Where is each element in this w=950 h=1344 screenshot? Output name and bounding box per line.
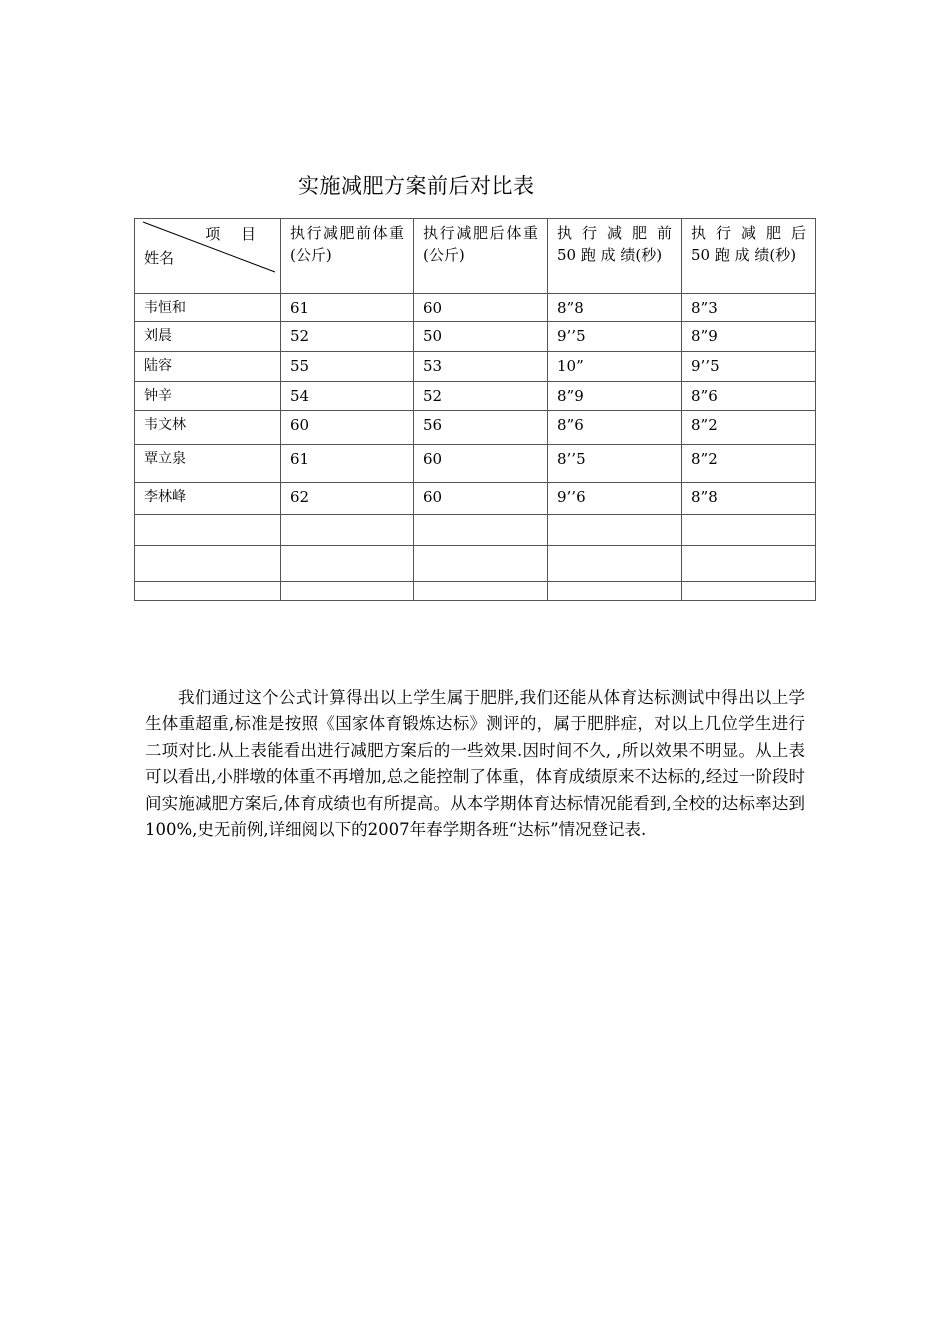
weight-after: 53	[414, 352, 548, 382]
empty-cell	[135, 546, 281, 582]
run-after: 9’’5	[682, 352, 816, 382]
empty-cell	[414, 582, 548, 601]
weight-after: 56	[414, 411, 548, 445]
empty-cell	[548, 582, 682, 601]
weight-after: 60	[414, 445, 548, 483]
student-name: 刘晨	[135, 322, 281, 352]
empty-cell	[414, 515, 548, 546]
run-after: 8”8	[682, 483, 816, 515]
table-row-empty	[135, 582, 816, 601]
weight-after: 50	[414, 322, 548, 352]
table-row	[135, 382, 816, 411]
table-row	[135, 352, 816, 382]
student-name: 覃立泉	[135, 445, 281, 483]
weight-after: 60	[414, 483, 548, 515]
header-text: 执行减肥前体重(公斤)	[290, 224, 404, 264]
header-weight-after	[414, 219, 548, 294]
table-row	[135, 294, 816, 322]
weight-before: 52	[281, 322, 414, 352]
weight-before: 61	[281, 445, 414, 483]
header-item-label: 项 目	[205, 225, 264, 243]
student-name: 陆容	[135, 352, 281, 382]
table-row-empty	[135, 515, 816, 546]
header-row	[135, 219, 816, 294]
student-name: 李林峰	[135, 483, 281, 515]
table-row-empty	[135, 546, 816, 582]
empty-cell	[548, 546, 682, 582]
header-run-after	[682, 219, 816, 294]
weight-after: 60	[414, 294, 548, 322]
student-name: 韦文林	[135, 411, 281, 445]
weight-after: 52	[414, 382, 548, 411]
run-before: 10”	[548, 352, 682, 382]
run-before: 8”9	[548, 382, 682, 411]
table-row	[135, 483, 816, 515]
table-row	[135, 445, 816, 483]
empty-cell	[135, 582, 281, 601]
table-row	[135, 322, 816, 352]
weight-before: 60	[281, 411, 414, 445]
empty-cell	[682, 515, 816, 546]
table-title: 实施减肥方案前后对比表	[298, 174, 535, 198]
header-name-label: 姓名	[144, 249, 175, 267]
weight-before: 54	[281, 382, 414, 411]
run-after: 8”2	[682, 411, 816, 445]
student-name: 钟辛	[135, 382, 281, 411]
run-before: 9’’6	[548, 483, 682, 515]
header-text: 执行减肥后体重(公斤)	[423, 224, 538, 264]
run-before: 8’’5	[548, 445, 682, 483]
header-text: 执 行 减 肥 前 50 跑 成 绩(秒)	[557, 224, 672, 264]
header-weight-before	[281, 219, 414, 294]
weight-before: 61	[281, 294, 414, 322]
body-paragraph: 我们通过这个公式计算得出以上学生属于肥胖,我们还能从体育达标测试中得出以上学生体重超重,标准是按照《国家体育锻炼达标》测评的，属于肥胖症，对以上几位学生进行二项对比.从上表能看出进行减肥方案后的一些效果.因时间不久, ,所以效果不明显。从上表可以看出,小胖墩的体重不再增加,总之能控制了体重，体育成绩原来不达标的,经过一阶段时间实施减肥方案后,体育成绩也有所提高。从本学期体育达标情况能看到,全校的达标率达到100%,史无前例,详细阅以下的2007年春学期各班“达标”情况登记表.	[145, 687, 805, 839]
run-after: 8”6	[682, 382, 816, 411]
run-before: 8”6	[548, 411, 682, 445]
student-name: 韦恒和	[135, 294, 281, 322]
comparison-table	[134, 218, 816, 601]
diagonal-header-cell	[135, 219, 281, 294]
run-after: 8”2	[682, 445, 816, 483]
empty-cell	[281, 582, 414, 601]
table-row	[135, 411, 816, 445]
empty-cell	[548, 515, 682, 546]
run-after: 8”9	[682, 322, 816, 352]
empty-cell	[281, 546, 414, 582]
empty-cell	[682, 546, 816, 582]
run-after: 8”3	[682, 294, 816, 322]
empty-cell	[281, 515, 414, 546]
run-before: 9’’5	[548, 322, 682, 352]
empty-cell	[682, 582, 816, 601]
weight-before: 62	[281, 483, 414, 515]
header-run-before	[548, 219, 682, 294]
run-before: 8”8	[548, 294, 682, 322]
header-text: 执 行 减 肥 后 50 跑 成 绩(秒)	[691, 224, 806, 264]
weight-before: 55	[281, 352, 414, 382]
empty-cell	[414, 546, 548, 582]
empty-cell	[135, 515, 281, 546]
